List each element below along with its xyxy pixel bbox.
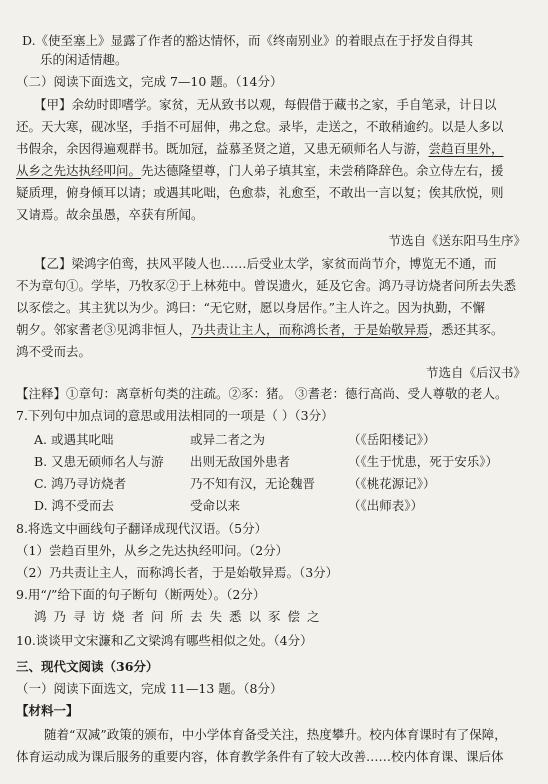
q7-option-a-label: A. 或遇其叱咄 — [34, 432, 114, 447]
part-3-subheading: （一）阅读下面选文，完成 11—13 题。（8分） — [16, 681, 283, 696]
q7-option-c-compare: 乃不知有汉，无论魏晋 — [190, 476, 316, 491]
q7-option-b-compare: 出则无敌国外患者 — [190, 454, 291, 469]
jia-line4-text: 先达德隆望尊，门人弟子填其室，未尝稍降辞色。余立侍左右，援 — [141, 163, 504, 178]
yi-line4-text: 朝夕。邻家耆老③见鸿非恒人， — [16, 322, 192, 337]
section-2-heading: （二）阅读下面选文，完成 7—10 题。（14分） — [16, 74, 283, 89]
passage-yi-line3: 以豕偿之。其主犹以为少。鸿曰：“无它财，愿以身居作。”主人许之。因为执勤，不懈 — [16, 300, 486, 315]
jia-line3-text: 书假余，余因得遍观群书。既加冠，益慕圣贤之道，又患无硕师名人与游， — [16, 141, 429, 156]
annotation-notes: 【注释】①章句：离章析句类的注疏。②豕：猪。 ③耆老：德行高尚、受人尊敬的老人。 — [16, 386, 508, 401]
material-1-line2: 体育运动成为课后服务的重要内容，体育教学条件有了较大改善……校内体育课、课后体 — [16, 749, 504, 764]
passage-yi-line1: 【乙】梁鸿字伯鸾，扶风平陵人也……后受业太学，家贫而尚节介，博览无不通，而 — [34, 256, 497, 271]
question-9-sentence: 鸿乃寻访烧者问所去失悉以豕偿之 — [34, 609, 327, 624]
q7-option-d-compare: 受命以来 — [190, 498, 241, 513]
question-8: 8.将选文中画线句子翻译成现代汉语。（5分） — [16, 521, 268, 536]
material-1-heading: 【材料一】 — [16, 703, 79, 718]
passage-jia-line5: 疑质理，俯身倾耳以请；或遇其叱咄，色愈恭，礼愈至，不敢出一言以复；俟其欣悦，则 — [16, 185, 504, 200]
passage-jia-line3 — [0, 140, 548, 158]
passage-yi-line5: 鸿不受而去。 — [16, 344, 92, 359]
underlined-sentence-1a: 尝趋百里外， — [428, 141, 504, 156]
jia-source: 节选自《送东阳马生序》 — [388, 233, 526, 248]
underlined-sentence-1b: 从乡之先达执经叩问。 — [16, 163, 142, 178]
yi-source: 节选自《后汉书》 — [425, 365, 526, 380]
option-d-line2: 乐的闲适情趣。 — [40, 52, 128, 67]
q7-option-b-source: （《生于忧患，死于安乐》） — [348, 454, 499, 469]
passage-yi-line2: 不为章句①。学毕，乃牧豕②于上林苑中。曾误遗火，延及它舍。鸿乃寻访烧者问所去失悉 — [16, 278, 517, 293]
question-7: 7.下列句中加点词的意思或用法相同的一项是（ ）（3分） — [16, 408, 334, 423]
q7-option-b-label: B. 又患无硕师名人与游 — [34, 454, 164, 469]
passage-jia-line1: 【甲】余幼时即嗜学。家贫，无从致书以观，每假借于藏书之家，手自笔录，计日以 — [34, 97, 497, 112]
question-8-part-2: （2）乃共责让主人，而称鸿长者，于是始敬异焉。（3分） — [16, 565, 339, 580]
underlined-sentence-2: 乃共责让主人，而称鸿长者，于是始敬异焉 — [191, 322, 429, 337]
question-10: 10.谈谈甲文宋濂和乙文梁鸿有哪些相似之处。（4分） — [16, 633, 313, 648]
q7-option-c-label: C. 鸿乃寻访烧者 — [34, 476, 127, 491]
passage-yi-line4 — [0, 321, 548, 339]
q7-option-a-compare: 或异二者之为 — [190, 432, 266, 447]
yi-line4-end: ，悉还其豕。 — [428, 322, 504, 337]
option-d-line1: D.《使至塞上》显露了作者的豁达情怀，而《终南别业》的着眼点在于抒发自得其 — [22, 33, 474, 48]
q7-option-c-source: （《桃花源记》） — [348, 476, 436, 491]
passage-jia-line6: 又请焉。故余虽愚，卒获有所闻。 — [16, 207, 204, 222]
question-9: 9.用“/”给下面的句子断句（断两处）。（2分） — [16, 587, 266, 602]
passage-jia-line4 — [0, 162, 548, 180]
q7-option-d-source: （《出师表》） — [348, 498, 424, 513]
question-8-part-1: （1）尝趋百里外，从乡之先达执经叩问。（2分） — [16, 543, 289, 558]
q7-option-a-source: （《岳阳楼记》） — [348, 432, 436, 447]
passage-jia-line2: 还。天大寒，砚冰坚，手指不可屈伸，弗之怠。录毕，走送之，不敢稍逾约。以是人多以 — [16, 119, 504, 134]
part-3-heading: 三、现代文阅读（36分） — [16, 659, 159, 674]
q7-option-d-label: D. 鸿不受而去 — [34, 498, 115, 513]
material-1-line1: 随着“双减”政策的颁布，中小学体育备受关注，热度攀升。校内体育课时有了保障， — [44, 727, 507, 742]
